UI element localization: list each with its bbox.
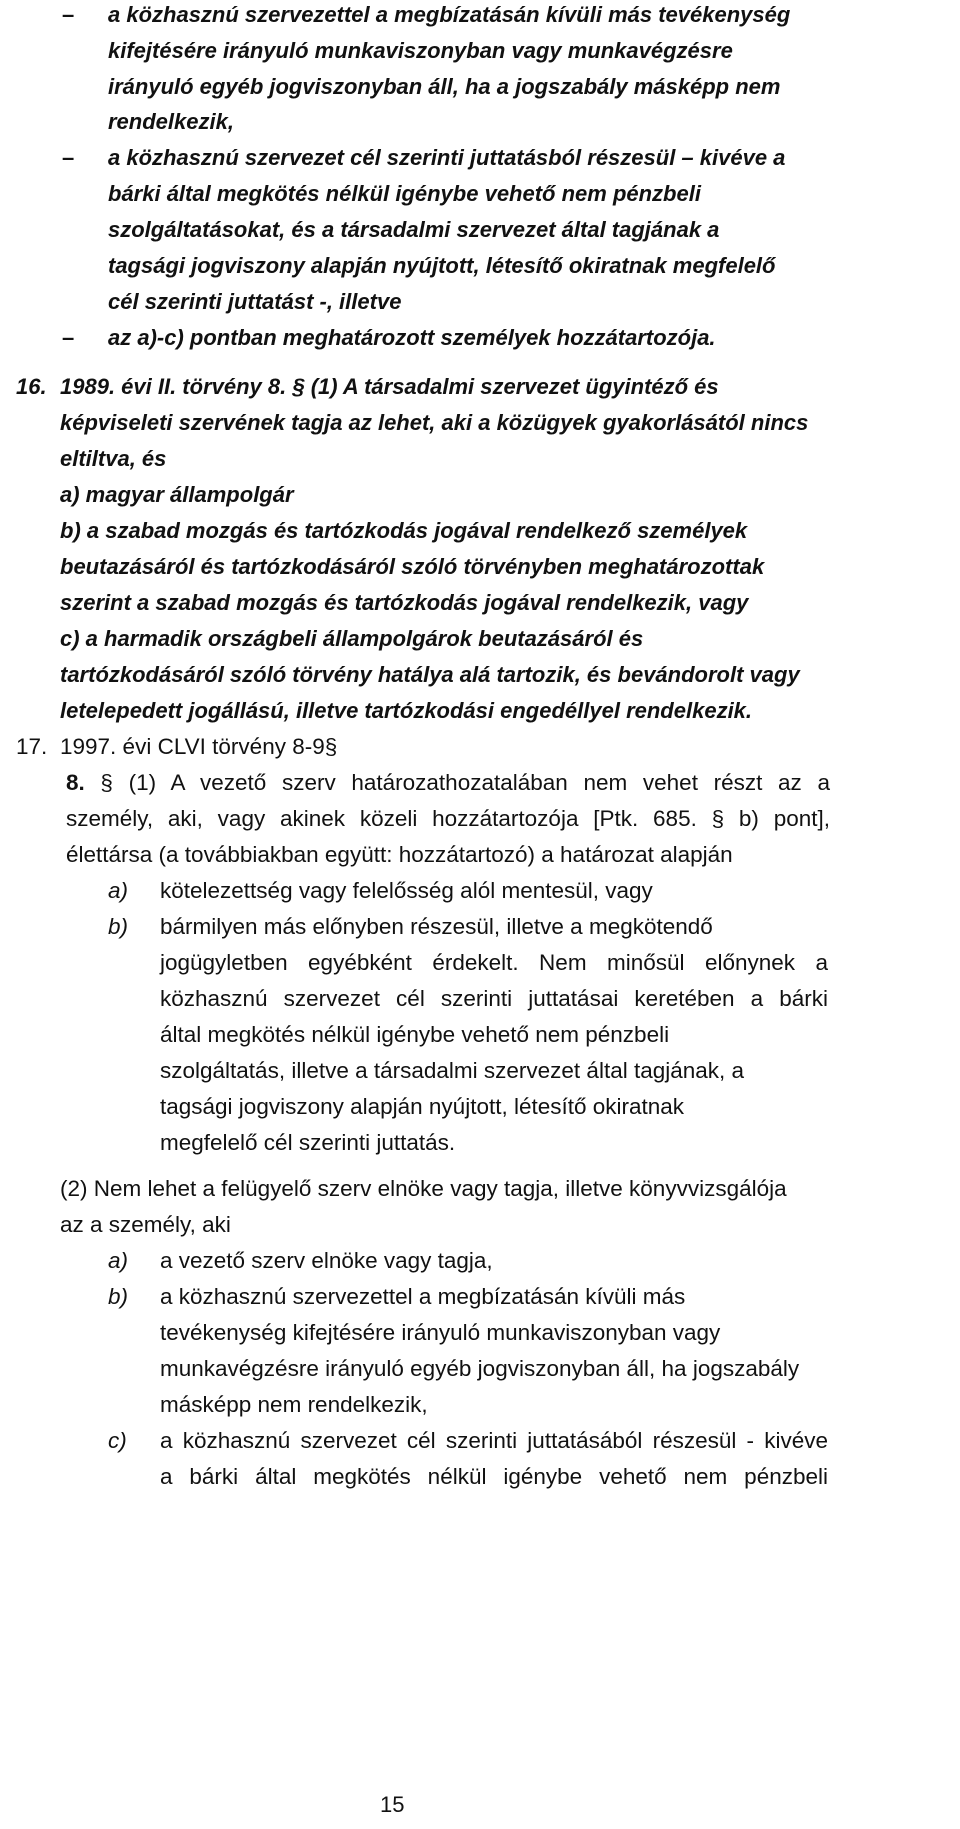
list-line: irányuló egyéb jogviszonyban áll, ha a jogszabály másképp nem xyxy=(108,74,781,99)
item-label: a) xyxy=(108,878,129,903)
item-line: munkavégzésre irányuló egyéb jogviszonyban áll, ha jogszabály xyxy=(160,1356,800,1381)
section-line: a) magyar állampolgár xyxy=(60,482,294,507)
dash-bullet: – xyxy=(62,145,75,170)
section-line: c) a harmadik országbeli állampolgárok beutazásáról és xyxy=(60,626,644,651)
item-line: a közhasznú szervezettel a megbízatásán kívüli más xyxy=(160,1284,686,1309)
section-line: letelepedett jogállású, illetve tartózkodási engedéllyel rendelkezik. xyxy=(60,698,753,723)
list-line: rendelkezik, xyxy=(108,109,234,134)
item-line: a vezető szerv elnöke vagy tagja, xyxy=(160,1248,493,1273)
paragraph-text: § (1) A vezető szerv határozathozatalában nem vehet részt az a xyxy=(84,770,830,795)
paragraph-line: élettársa (a továbbiakban együtt: hozzátartozó) a határozat alapján xyxy=(66,842,733,867)
section-number: 16. xyxy=(16,374,47,399)
item-line: megfelelő cél szerinti juttatás. xyxy=(160,1130,456,1155)
section-line: szerint a szabad mozgás és tartózkodás jogával rendelkezik, vagy xyxy=(60,590,749,615)
item-line: másképp nem rendelkezik, xyxy=(160,1392,428,1417)
list-line: az a)-c) pontban meghatározott személyek hozzátartozója. xyxy=(108,325,716,350)
paragraph-line: az a személy, aki xyxy=(60,1212,231,1237)
list-line: a közhasznú szervezettel a megbízatásán kívüli más tevékenység xyxy=(108,2,791,27)
section-line: eltiltva, és xyxy=(60,446,167,471)
section-line: 1989. évi II. törvény 8. § (1) A társadalmi szervezet ügyintéző és xyxy=(60,374,719,399)
article-number: 8. xyxy=(66,770,85,795)
item-line: által megkötés nélkül igénybe vehető nem pénzbeli xyxy=(160,1022,670,1047)
section-line: tartózkodásáról szóló törvény hatálya alá tartozik, és bevándorolt vagy xyxy=(60,662,800,687)
section-title: 1997. évi CLVI törvény 8-9§ xyxy=(60,734,338,759)
item-label: a) xyxy=(108,1248,129,1273)
section-line: beutazásáról és tartózkodásáról szóló törvényben meghatározottak xyxy=(60,554,765,579)
section-line: képviseleti szervének tagja az lehet, aki a közügyek gyakorlásától nincs xyxy=(60,410,809,435)
list-line: cél szerinti juttatást -, illetve xyxy=(108,289,402,314)
item-line: közhasznú szervezet cél szerinti juttatásai keretében a bárki xyxy=(160,986,828,1011)
dash-bullet: – xyxy=(62,325,75,350)
list-line: kifejtésére irányuló munkaviszonyban vagy munkavégzésre xyxy=(108,38,733,63)
paragraph-line: (2) Nem lehet a felügyelő szerv elnöke vagy tagja, illetve könyvvizsgálója xyxy=(60,1176,787,1201)
list-line: bárki által megkötés nélkül igénybe vehető nem pénzbeli xyxy=(108,181,701,206)
paragraph-line: személy, aki, vagy akinek közeli hozzátartozója [Ptk. 685. § b) pont], xyxy=(66,806,830,831)
item-label: c) xyxy=(108,1428,127,1453)
item-line: a közhasznú szervezet cél szerinti juttatásából részesül - kivéve xyxy=(160,1428,828,1453)
item-label: b) xyxy=(108,914,129,939)
list-line: szolgáltatásokat, és a társadalmi szervezet által tagjának a xyxy=(108,217,720,242)
item-line: bármilyen más előnyben részesül, illetve a megkötendő xyxy=(160,914,713,939)
item-line: szolgáltatás, illetve a társadalmi szervezet által tagjának, a xyxy=(160,1058,745,1083)
section-number: 17. xyxy=(16,734,48,759)
item-line: jogügyletben egyébként érdekelt. Nem minősül előnynek a xyxy=(160,950,828,975)
dash-bullet: – xyxy=(62,2,75,27)
item-line: a bárki által megkötés nélkül igénybe vehető nem pénzbeli xyxy=(160,1464,828,1489)
list-line: tagsági jogviszony alapján nyújtott, létesítő okiratnak megfelelő xyxy=(108,253,776,278)
item-label: b) xyxy=(108,1284,129,1309)
list-line: a közhasznú szervezet cél szerinti juttatásból részesül – kivéve a xyxy=(108,145,786,170)
item-line: tagsági jogviszony alapján nyújtott, létesítő okiratnak xyxy=(160,1094,685,1119)
item-line: kötelezettség vagy felelősség alól mentesül, vagy xyxy=(160,878,653,903)
section-line: b) a szabad mozgás és tartózkodás jogával rendelkező személyek xyxy=(60,518,748,543)
item-line: tevékenység kifejtésére irányuló munkaviszonyban vagy xyxy=(160,1320,721,1345)
paragraph-line xyxy=(66,768,830,798)
page-number: 15 xyxy=(380,1792,405,1817)
